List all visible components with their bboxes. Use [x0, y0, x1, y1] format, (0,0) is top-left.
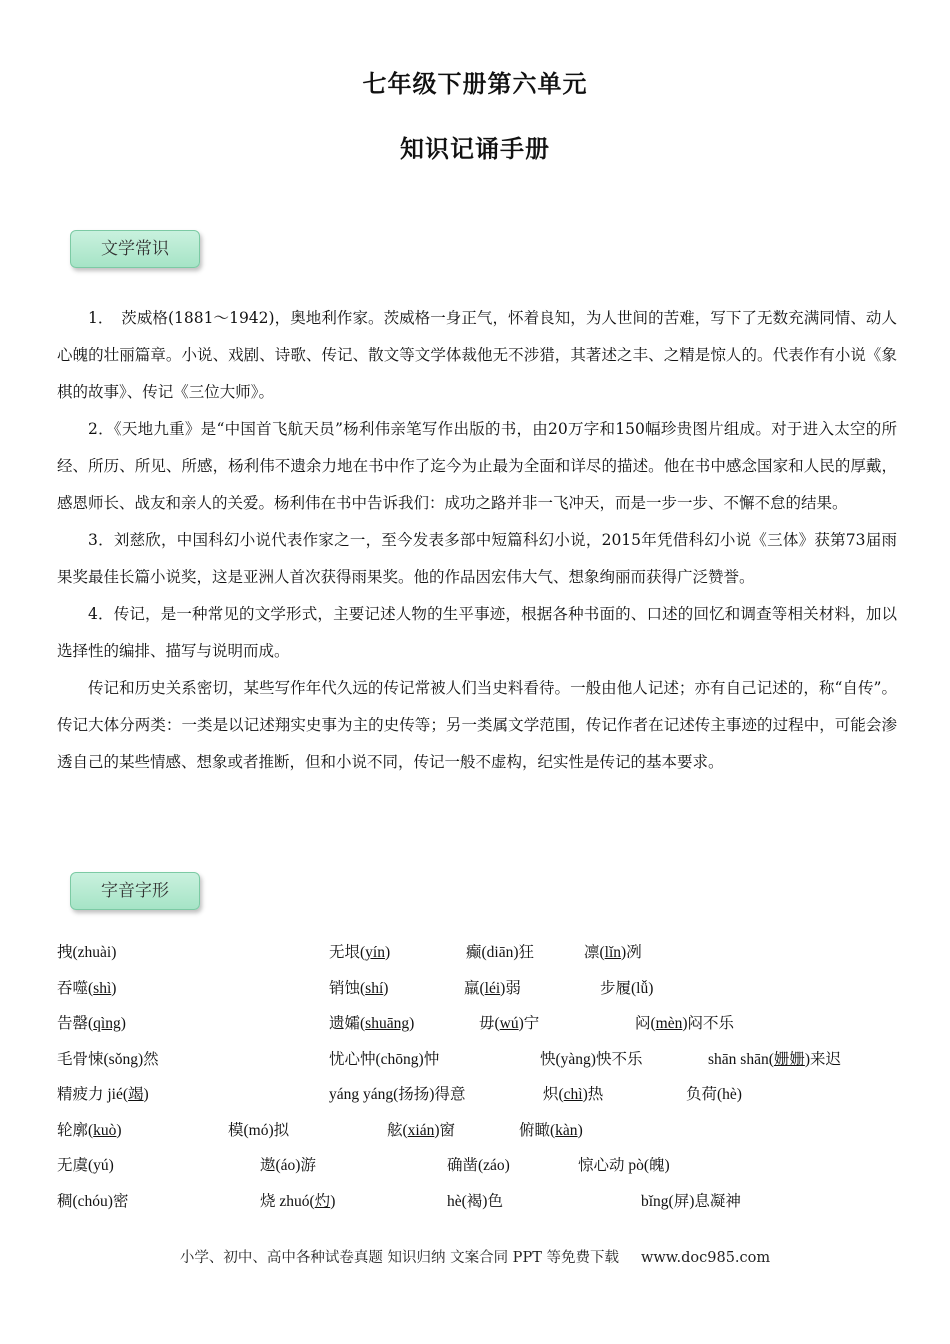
word-entry: 确凿(záo)	[447, 1157, 510, 1174]
page-subtitle: 知识记诵手册	[400, 134, 550, 163]
word-grid	[57, 940, 897, 1210]
word-entry: 拽(zhuài)	[57, 944, 117, 961]
word-entry: 模(mó)拟	[228, 1122, 290, 1139]
word-entry: 凛(lǐn)冽	[584, 944, 642, 961]
word-entry: 舷(xián)窗	[387, 1122, 456, 1139]
section-tag-pronunciation: 字音字形	[70, 872, 200, 910]
word-entry: 销蚀(shí)	[329, 980, 389, 997]
word-entry: 吞噬(shì)	[57, 980, 117, 997]
word-entry: 步履(lǚ)	[600, 980, 654, 997]
word-entry: 忧心忡(chōng)忡	[329, 1051, 440, 1068]
word-entry: 烧 zhuó(灼)	[260, 1193, 336, 1210]
paragraph-1: 1． 茨威格(1881～1942)，奥地利作家。茨威格一身正气，怀着良知，为人世间的苦难，写下了无数充满同情、动人心魄的壮丽篇章。小说、戏剧、诗歌、传记、散文等文学体裁他无不涉猎，其著述之丰、之精是惊人的。代表作有小说《象棋的故事》、传记《三位大师》。	[57, 309, 897, 401]
word-entry: bǐng(屏)息凝神	[641, 1193, 741, 1210]
word-entry: 毛骨悚(sǒng)然	[57, 1051, 159, 1068]
word-entry: 闷(mèn)闷不乐	[635, 1015, 735, 1032]
word-entry: 遗孀(shuāng)	[329, 1015, 415, 1032]
word-entry: 俯瞰(kàn)	[519, 1122, 583, 1139]
word-entry: 稠(chóu)密	[57, 1193, 129, 1210]
word-entry: hè(褐)色	[447, 1193, 503, 1210]
footer-url-link[interactable]: www.doc985.com	[640, 1250, 771, 1266]
page-footer	[0, 1246, 950, 1267]
word-entry: 轮廓(kuò)	[57, 1122, 122, 1139]
page-title: 七年级下册第六单元	[362, 69, 588, 98]
footer-text: 小学、初中、高中各种试卷真题 知识归纳 文案合同 PPT 等免费下载	[179, 1250, 619, 1266]
word-entry: 精疲力 jié(竭)	[57, 1086, 149, 1103]
word-entry: shān shān(姗姗)来迟	[708, 1051, 842, 1068]
word-entry: 无虞(yú)	[57, 1157, 114, 1174]
word-entry: 告罄(qìng)	[57, 1015, 126, 1032]
word-entry: 遨(áo)游	[260, 1157, 316, 1174]
paragraph-2: 2．《天地九重》是“中国首飞航天员”杨利伟亲笔写作出版的书，由20万字和150幅珍贵图片组成。对于进入太空的所经、所历、所见、所感，杨利伟不遗余力地在书中作了迄今为止最为全面和详尽的描述。他在书中感念国家和人民的厚戴，感恩师长、战友和亲人的关爱。杨利伟在书中告诉我们：成功之路并非一飞冲天，而是一步一步、不懈不怠的结果。	[57, 420, 897, 512]
paragraph-4: 4．传记，是一种常见的文学形式，主要记述人物的生平事迹，根据各种书面的、口述的回忆和调查等相关材料，加以选择性的编排、描写与说明而成。	[57, 605, 897, 660]
literature-body	[57, 300, 897, 781]
word-entry: 癫(diān)狂	[466, 944, 535, 961]
paragraph-3: 3．刘慈欣，中国科幻小说代表作家之一，至今发表多部中短篇科幻小说，2015年凭借科幻小说《三体》获第73届雨果奖最佳长篇小说奖，这是亚洲人首次获得雨果奖。他的作品因宏伟大气、想象绚丽而获得广泛赞誉。	[57, 531, 897, 586]
word-entry: 羸(léi)弱	[464, 980, 521, 997]
word-entry: 怏(yàng)怏不乐	[540, 1051, 643, 1068]
paragraph-5: 传记和历史关系密切，某些写作年代久远的传记常被人们当史料看待。一般由他人记述；亦有自己记述的，称“自传”。传记大体分两类：一类是以记述翔实史事为主的史传等；另一类属文学范围，传记作者在记述传主事迹的过程中，可能会渗透自己的某些情感、想象或者推断，但和小说不同，传记一般不虚构，纪实性是传记的基本要求。	[57, 679, 897, 771]
word-entry: yáng yáng(扬扬)得意	[329, 1086, 466, 1103]
word-entry: 毋(wú)宁	[479, 1015, 540, 1032]
word-entry: 炽(chì)热	[543, 1086, 604, 1103]
word-entry: 无垠(yín)	[329, 944, 391, 961]
section-tag-literature: 文学常识	[70, 230, 200, 268]
word-entry: 惊心动 pò(魄)	[578, 1157, 670, 1174]
word-entry: 负荷(hè)	[686, 1086, 742, 1103]
